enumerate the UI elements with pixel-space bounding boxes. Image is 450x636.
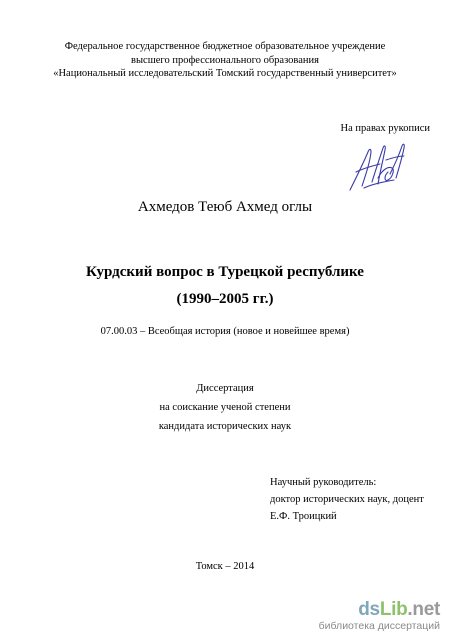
logo-dot: .	[407, 599, 413, 620]
advisor-degree: доктор исторических наук, доцент	[270, 494, 424, 505]
title-line-2: (1990–2005 гг.)	[176, 291, 274, 307]
watermark-subtitle: библиотека диссертаций	[318, 620, 440, 632]
signature-icon	[342, 138, 412, 198]
dslib-logo	[319, 600, 440, 620]
degree-line-2: на соискание ученой степени	[159, 402, 291, 413]
logo-ds: ds	[358, 599, 380, 620]
degree-line-3: кандидата исторических наук	[158, 421, 292, 432]
institution-line-1: Федеральное государственное бюджетное образовательное учреждение	[64, 41, 386, 52]
institution-header	[0, 40, 450, 81]
advisor-name: Е.Ф. Троицкий	[270, 511, 337, 522]
dslib-watermark[interactable]	[319, 600, 440, 632]
city-year: Томск – 2014	[195, 561, 255, 572]
title-line-1: Курдский вопрос в Турецкой республике	[86, 264, 364, 280]
institution-line-2: высшего профессионального образования	[131, 54, 319, 66]
institution-line-3: «Национальный исследовательский Томский государственный университет»	[53, 68, 397, 79]
logo-net: net	[412, 599, 440, 620]
advisor-label: Научный руководитель:	[270, 477, 377, 488]
author-name: Ахмедов Теюб Ахмед оглы	[137, 199, 313, 215]
dissertation-degree	[0, 379, 450, 436]
logo-lib: Lib	[379, 599, 408, 620]
manuscript-rights: На правах рукописи	[340, 123, 430, 134]
specialty-code: 07.00.03 – Всеобщая история (новое и новейшее время)	[100, 326, 350, 337]
degree-line-1: Диссертация	[196, 383, 254, 394]
scientific-advisor	[270, 474, 424, 525]
dissertation-title	[0, 259, 450, 313]
